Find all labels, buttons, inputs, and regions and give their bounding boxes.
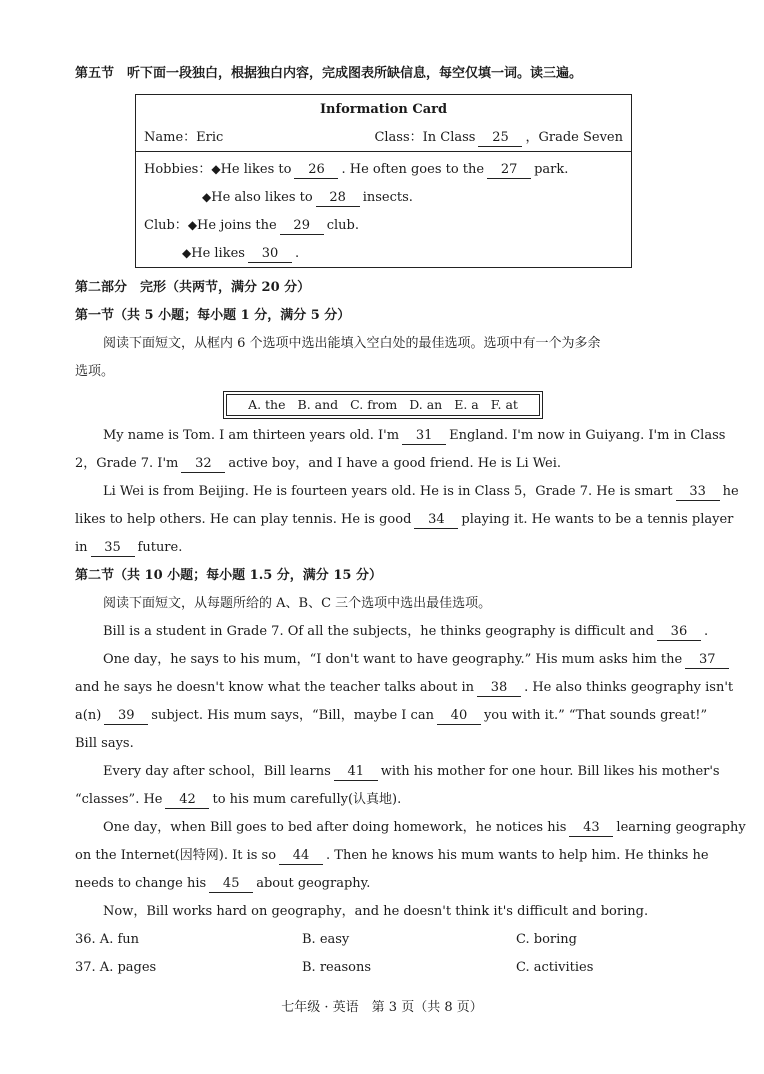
blank-40[interactable]: 40 <box>437 708 481 725</box>
passage3-line: needs to change his 45 about geography. <box>75 876 371 891</box>
diamond-icon: ◆ <box>202 190 212 204</box>
card-class: Class：In Class 25 ，Grade Seven <box>374 130 623 145</box>
card-hobby-2: ◆He also likes to 28 insects. <box>202 190 413 205</box>
blank-30[interactable]: 30 <box>248 246 292 263</box>
section2-instruction: 阅读下面短文，从每题所给的 A、B、C 三个选项中选出最佳选项。 <box>103 596 492 611</box>
diamond-icon: ◆ <box>211 162 221 176</box>
choice-37-c[interactable]: C. activities <box>516 960 594 975</box>
section1-instruction-cont: 选项。 <box>75 364 115 379</box>
blank-44[interactable]: 44 <box>279 848 323 865</box>
option-c: C. from <box>350 397 398 412</box>
diamond-icon: ◆ <box>187 218 198 232</box>
passage3-line: on the Internet(因特网). It is so 44 . Then he knows his mum wants to help him. He thinks he <box>75 848 709 863</box>
option-f: F. at <box>490 397 518 412</box>
passage3-line: Now，Bill works hard on geography，and he doesn't think it's difficult and boring. <box>103 904 649 919</box>
option-e: E. a <box>454 397 479 412</box>
blank-28[interactable]: 28 <box>316 190 360 207</box>
blank-26[interactable]: 26 <box>294 162 338 179</box>
blank-34[interactable]: 34 <box>414 512 458 529</box>
passage3-line: “classes”. He 42 to his mum carefully(认真地). <box>75 792 402 807</box>
blank-33[interactable]: 33 <box>676 484 720 501</box>
passage3-line: One day，he says to his mum，“I don't want to have geography.” His mum asks him the 37 <box>103 650 732 670</box>
card-title: Information Card <box>319 102 448 117</box>
card-divider <box>136 151 631 152</box>
section1-instruction: 阅读下面短文，从框内 6 个选项中选出能填入空白处的最佳选项。选项中有一个为多余 <box>103 336 601 351</box>
card-hobby-1: Hobbies：◆He likes to 26 . He often goes to the 27 park. <box>144 162 569 177</box>
passage3-line: Every day after school，Bill learns 41 with his mother for one hour. Bill likes his mother's <box>103 764 720 779</box>
blank-27[interactable]: 27 <box>487 162 531 179</box>
blank-45[interactable]: 45 <box>209 876 253 893</box>
blank-39[interactable]: 39 <box>104 708 148 725</box>
section5-heading: 第五节 听下面一段独白，根据独白内容，完成图表所缺信息，每空仅填一词。读三遍。 <box>75 66 583 81</box>
card-club-1: Club：◆He joins the 29 club. <box>144 218 359 233</box>
blank-35[interactable]: 35 <box>91 540 135 557</box>
passage3-line: Bill says. <box>75 736 134 751</box>
page-footer: 七年级 · 英语 第 3 页（共 8 页） <box>281 1000 483 1015</box>
diamond-icon: ◆ <box>182 246 192 260</box>
passage2-line: Li Wei is from Beijing. He is fourteen years old. He is in Class 5，Grade 7. He is smart 33 he <box>103 484 739 499</box>
option-d: D. an <box>409 397 443 412</box>
option-b: B. and <box>297 397 339 412</box>
blank-42[interactable]: 42 <box>165 792 209 809</box>
passage3-line: Bill is a student in Grade 7. Of all the subjects，he thinks geography is difficult and 36 . <box>103 624 709 639</box>
choice-36-b[interactable]: B. easy <box>302 932 350 947</box>
blank-29[interactable]: 29 <box>280 218 324 235</box>
passage3-line: and he says he doesn't know what the teacher talks about in 38 . He also thinks geography isn't <box>75 680 734 695</box>
blank-36[interactable]: 36 <box>657 624 701 641</box>
blank-43[interactable]: 43 <box>569 820 613 837</box>
blank-31[interactable]: 31 <box>402 428 446 445</box>
choice-36-c[interactable]: C. boring <box>516 932 577 947</box>
blank-41[interactable]: 41 <box>334 764 378 781</box>
passage3-line: a(n) 39 subject. His mum says，“Bill，maybe I can 40 you with it.” “That sounds great!” <box>75 708 708 723</box>
passage3-line: One day，when Bill goes to bed after doing homework，he notices his 43 learning geography <box>103 820 746 835</box>
blank-25[interactable]: 25 <box>478 130 522 147</box>
passage1-line: My name is Tom. I am thirteen years old. I'm 31 England. I'm now in Guiyang. I'm in Class <box>103 428 726 443</box>
part2-heading: 第二部分 完形（共两节，满分 20 分） <box>75 280 311 295</box>
passage2-line: likes to help others. He can play tennis. He is good 34 playing it. He wants to be a tennis player <box>75 512 734 527</box>
passage2-line: in 35 future. <box>75 540 183 555</box>
option-a: A. the <box>248 397 286 412</box>
card-name: Name：Eric <box>144 130 224 145</box>
section2-heading: 第二节（共 10 小题；每小题 1.5 分，满分 15 分） <box>75 568 382 583</box>
section1-heading: 第一节（共 5 小题；每小题 1 分，满分 5 分） <box>75 308 351 323</box>
information-card <box>135 94 632 268</box>
blank-37[interactable]: 37 <box>685 652 729 669</box>
options-box <box>226 394 540 416</box>
choice-37-a[interactable]: 37. A. pages <box>75 960 157 975</box>
passage1-line: 2，Grade 7. I'm 32 active boy，and I have a good friend. He is Li Wei. <box>75 456 562 471</box>
blank-38[interactable]: 38 <box>477 680 521 697</box>
card-club-2: ◆He likes 30 . <box>182 246 300 261</box>
choice-36-a[interactable]: 36. A. fun <box>75 932 140 947</box>
choice-37-b[interactable]: B. reasons <box>302 960 372 975</box>
blank-32[interactable]: 32 <box>181 456 225 473</box>
